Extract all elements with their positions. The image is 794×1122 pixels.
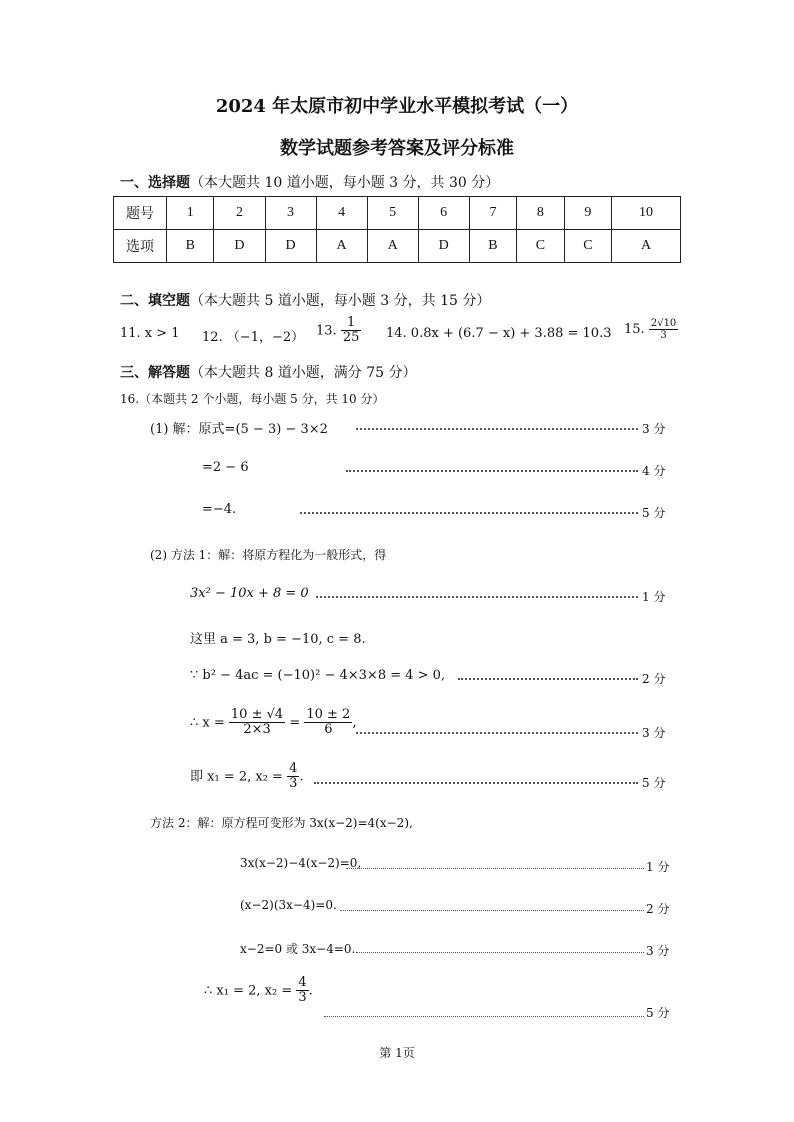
section-1-note: （本大题共 10 道小题，每小题 3 分，共 30 分） — [190, 175, 500, 191]
section-2-heading — [120, 290, 490, 310]
exam-title: 2024 年太原市初中学业水平模拟考试（一） — [215, 96, 579, 117]
section-3-heading — [120, 362, 417, 382]
answer-13-prefix: 13. — [316, 323, 337, 339]
section-1-heading — [120, 172, 499, 192]
m2-line4-den: 3 — [298, 990, 307, 1006]
answer-14: 14. 0.8x + (6.7 − x) + 3.88 = 10.3 — [386, 326, 612, 341]
dotted-leader — [346, 868, 644, 869]
dotted-leader — [458, 678, 638, 680]
answer-12: 12. （−1，−2） — [202, 330, 305, 345]
section-3-title: 三、解答题 — [120, 365, 190, 381]
p2-intro: (2) 方法 1：解：将原方程化为一般形式，得 — [150, 548, 387, 562]
section-3-note: （本大题共 8 道小题，满分 75 分） — [190, 365, 417, 381]
m2-line1: 3x(x−2)−4(x−2)=0, — [240, 856, 362, 870]
m1-line3: ∵ b² − 4ac = (−10)² − 4×3×8 = 4 > 0, — [190, 668, 446, 683]
table-cell: A — [316, 230, 367, 263]
m1-line4 — [190, 708, 356, 738]
table-cell: 1 — [167, 197, 214, 230]
row-label-number: 题号 — [114, 197, 167, 230]
m2-line3: x−2=0 或 3x−4=0. — [240, 942, 356, 956]
score-mark: 2 分 — [646, 902, 670, 916]
m1-line5 — [190, 762, 304, 792]
table-cell: 6 — [418, 197, 469, 230]
row-label-answer: 选项 — [114, 230, 167, 263]
m1-line2: 这里 a = 3, b = −10, c = 8. — [190, 632, 366, 647]
m2-line4 — [204, 976, 313, 1006]
section-2-title: 二、填空题 — [120, 293, 190, 309]
score-mark: 5 分 — [646, 1006, 670, 1020]
m1-line4-suffix: , — [352, 715, 357, 731]
table-cell: 4 — [316, 197, 367, 230]
table-row — [114, 197, 681, 230]
table-cell: 10 — [612, 197, 681, 230]
score-mark: 3 分 — [642, 726, 666, 740]
table-cell: C — [517, 230, 564, 263]
section-2-note: （本大题共 5 道小题，每小题 3 分，共 15 分） — [190, 293, 491, 309]
m1-line4-prefix: ∴ x = — [190, 715, 225, 731]
table-cell: 8 — [517, 197, 564, 230]
page-number: 第 1页 — [379, 1046, 415, 1060]
answer-15-denominator: 3 — [660, 330, 667, 341]
answer-15-prefix: 15. — [624, 322, 645, 337]
dotted-leader — [356, 428, 638, 430]
m1-line4-mid: = — [289, 715, 301, 731]
section-1-title: 一、选择题 — [120, 175, 190, 191]
table-cell: C — [564, 230, 611, 263]
table-cell: A — [612, 230, 681, 263]
answer-11: 11. x > 1 — [120, 326, 180, 341]
table-cell: D — [418, 230, 469, 263]
score-mark: 1 分 — [646, 860, 670, 874]
score-mark: 3 分 — [642, 422, 666, 436]
dotted-leader — [346, 470, 638, 472]
m1-frac1-den: 2×3 — [243, 722, 271, 738]
table-cell: 3 — [265, 197, 316, 230]
m2-line2: (x−2)(3x−4)=0. — [240, 898, 337, 912]
table-row — [114, 230, 681, 263]
answer-13-denominator: 25 — [342, 330, 360, 346]
answer-table — [113, 196, 681, 263]
dotted-leader — [356, 952, 644, 953]
m1-frac2-num: 10 ± 2 — [306, 707, 351, 722]
dotted-leader — [300, 512, 638, 514]
p1-line3: =−4. — [202, 502, 237, 517]
m2-line4-num: 4 — [298, 975, 307, 990]
table-cell: D — [265, 230, 316, 263]
table-cell: 5 — [367, 197, 418, 230]
m1-line1: 3x² − 10x + 8 = 0 — [190, 586, 309, 601]
table-cell: 9 — [564, 197, 611, 230]
m2-line4-suffix: . — [308, 983, 313, 999]
score-mark: 5 分 — [642, 776, 666, 790]
score-mark: 5 分 — [642, 506, 666, 520]
m1-line5-suffix: . — [299, 769, 304, 785]
table-cell: 7 — [469, 197, 516, 230]
table-cell: A — [367, 230, 418, 263]
score-mark: 1 分 — [642, 590, 666, 604]
dotted-leader — [356, 732, 638, 734]
score-mark: 4 分 — [642, 464, 666, 478]
m1-line5-prefix: 即 x₁ = 2, x₂ = — [190, 769, 283, 785]
table-cell: B — [167, 230, 214, 263]
table-cell: 2 — [214, 197, 265, 230]
answer-15 — [624, 318, 678, 341]
answer-key-title: 数学试题参考答案及评分标准 — [280, 138, 514, 159]
dotted-leader — [340, 910, 644, 911]
score-mark: 3 分 — [646, 944, 670, 958]
m1-line5-num: 4 — [289, 761, 298, 776]
answer-13-numerator: 1 — [341, 316, 362, 331]
p1-line2: =2 − 6 — [202, 460, 249, 475]
m1-frac2-den: 6 — [324, 722, 333, 738]
table-cell: D — [214, 230, 265, 263]
q16-intro: 16.（本题共 2 个小题，每小题 5 分，共 10 分） — [120, 392, 385, 406]
m1-frac1-num: 10 ± √4 — [230, 707, 284, 722]
table-cell: B — [469, 230, 516, 263]
dotted-leader — [314, 782, 638, 784]
answer-15-numerator: 2√10 — [650, 318, 677, 329]
m2-line4-prefix: ∴ x₁ = 2, x₂ = — [204, 983, 293, 999]
m2-intro: 方法 2：解：原方程可变形为 3x(x−2)=4(x−2), — [150, 816, 413, 830]
score-mark: 2 分 — [642, 672, 666, 686]
p1-line1: (1) 解：原式=(5 − 3) − 3×2 — [150, 422, 328, 437]
m1-line5-den: 3 — [289, 776, 298, 792]
dotted-leader — [316, 596, 638, 598]
answer-13 — [316, 316, 361, 346]
dotted-leader — [324, 1016, 644, 1017]
